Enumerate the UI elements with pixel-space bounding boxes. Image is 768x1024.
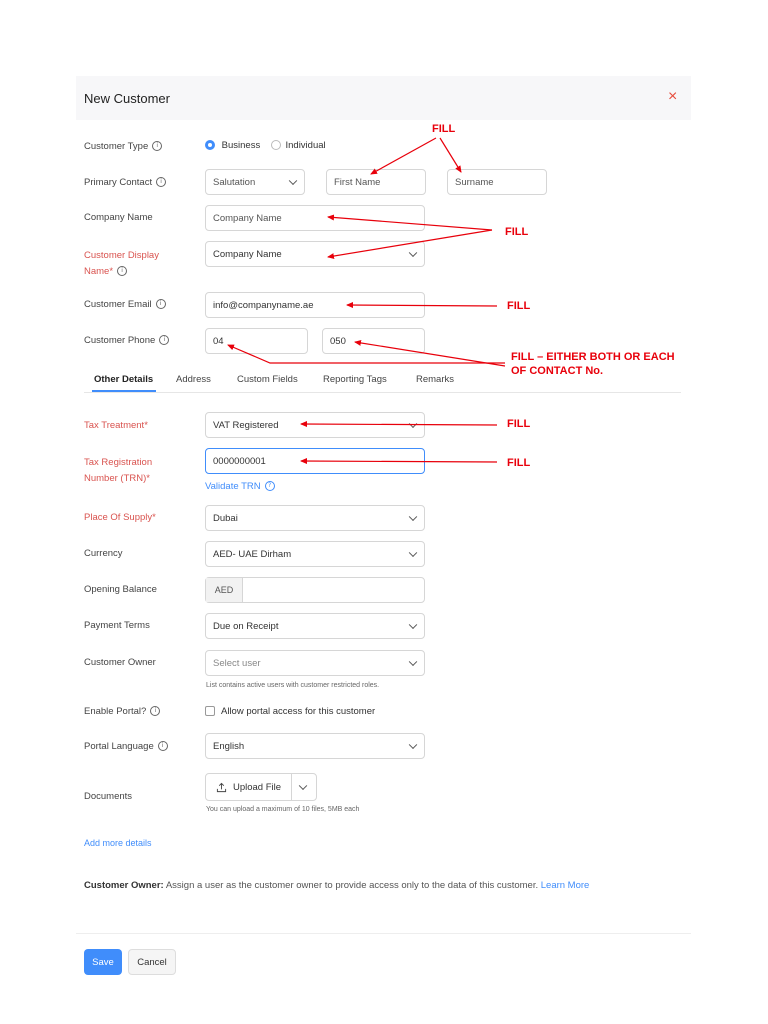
tax-treatment-label: Tax Treatment* bbox=[84, 420, 148, 431]
chevron-down-icon bbox=[289, 177, 297, 185]
first-name-input[interactable] bbox=[326, 169, 426, 195]
company-name-value: Company Name bbox=[213, 212, 282, 224]
annotation-fill-phone: FILL – EITHER BOTH OR EACH OF CONTACT No. bbox=[511, 351, 675, 377]
display-name-select[interactable] bbox=[205, 241, 425, 267]
place-of-supply-value: Dubai bbox=[213, 512, 238, 524]
radio-individual-label[interactable]: Individual bbox=[285, 140, 326, 151]
portal-access-label: Allow portal access for this customer bbox=[221, 706, 376, 717]
upload-file-label: Upload File bbox=[232, 781, 282, 793]
chevron-down-icon bbox=[409, 420, 417, 428]
currency-select[interactable] bbox=[205, 541, 425, 567]
customer-phone-label: Customer Phone i bbox=[84, 335, 169, 346]
documents-hint: You can upload a maximum of 10 files, 5MB each bbox=[206, 806, 360, 813]
save-button[interactable]: Save bbox=[84, 949, 122, 975]
tab-custom-fields[interactable]: Custom Fields bbox=[237, 374, 298, 385]
trn-value: 0000000001 bbox=[213, 455, 266, 467]
opening-balance-input[interactable] bbox=[205, 577, 425, 603]
trn-input[interactable] bbox=[205, 448, 425, 474]
modal-title: New Customer bbox=[84, 91, 170, 106]
footer-divider bbox=[76, 933, 691, 934]
mobile-phone-value: 050 bbox=[330, 335, 346, 347]
display-name-value: Company Name bbox=[213, 248, 282, 260]
place-of-supply-select[interactable] bbox=[205, 505, 425, 531]
annotation-fill-contact: FILL bbox=[432, 123, 456, 135]
payment-terms-value: Due on Receipt bbox=[213, 620, 279, 632]
surname-placeholder: Surname bbox=[455, 176, 494, 188]
chevron-down-icon bbox=[409, 741, 417, 749]
cancel-button[interactable]: Cancel bbox=[128, 949, 176, 975]
info-icon: i bbox=[156, 177, 166, 187]
display-name-label: Customer Display Name* i bbox=[84, 250, 159, 277]
documents-label: Documents bbox=[84, 791, 133, 802]
annotation-fill-trn: FILL bbox=[507, 457, 531, 469]
customer-owner-hint: List contains active users with customer restricted roles. bbox=[206, 682, 380, 689]
tabs-divider bbox=[84, 392, 681, 393]
customer-owner-select[interactable] bbox=[205, 650, 425, 676]
upload-file-button-group bbox=[205, 773, 317, 801]
customer-owner-placeholder: Select user bbox=[213, 657, 261, 669]
customer-type-radios bbox=[205, 140, 326, 151]
info-icon: i bbox=[152, 141, 162, 151]
payment-terms-select[interactable] bbox=[205, 613, 425, 639]
mobile-phone-input[interactable] bbox=[322, 328, 425, 354]
tab-reporting-tags[interactable]: Reporting Tags bbox=[323, 374, 387, 385]
tax-treatment-value: VAT Registered bbox=[213, 419, 279, 431]
annotation-fill-tax: FILL bbox=[507, 418, 531, 430]
validate-trn-link[interactable]: Validate TRN ? bbox=[205, 481, 275, 492]
upload-icon bbox=[216, 782, 227, 793]
note-title: Customer Owner: bbox=[84, 880, 164, 891]
portal-access-checkbox[interactable] bbox=[205, 706, 375, 717]
upload-options-dropdown[interactable] bbox=[292, 774, 316, 800]
opening-balance-label: Opening Balance bbox=[84, 584, 157, 595]
chevron-down-icon bbox=[409, 658, 417, 666]
chevron-down-icon bbox=[409, 549, 417, 557]
work-phone-input[interactable] bbox=[205, 328, 308, 354]
active-tab-indicator bbox=[92, 390, 156, 392]
info-icon: i bbox=[159, 335, 169, 345]
arrow-surname bbox=[440, 138, 461, 172]
customer-owner-note bbox=[84, 880, 589, 891]
customer-email-input[interactable] bbox=[205, 292, 425, 318]
upload-file-button[interactable] bbox=[206, 774, 292, 800]
customer-email-label: Customer Email i bbox=[84, 299, 166, 310]
note-text: Assign a user as the customer owner to provide access only to the data of this customer. bbox=[163, 880, 539, 891]
customer-owner-label: Customer Owner bbox=[84, 657, 156, 668]
chevron-down-icon bbox=[409, 249, 417, 257]
tax-treatment-select[interactable] bbox=[205, 412, 425, 438]
chevron-down-icon bbox=[409, 621, 417, 629]
portal-language-select[interactable] bbox=[205, 733, 425, 759]
salutation-value: Salutation bbox=[213, 176, 256, 188]
primary-contact-label: Primary Contact i bbox=[84, 177, 166, 188]
annotation-fill-email: FILL bbox=[507, 300, 531, 312]
checkbox[interactable] bbox=[205, 706, 215, 716]
trn-label: Tax Registration Number (TRN)* bbox=[84, 457, 153, 484]
first-name-placeholder: First Name bbox=[334, 176, 381, 188]
payment-terms-label: Payment Terms bbox=[84, 620, 150, 631]
info-icon: i bbox=[158, 741, 168, 751]
radio-individual[interactable] bbox=[271, 140, 281, 150]
chevron-down-icon bbox=[299, 782, 307, 790]
annotation-fill-company: FILL bbox=[505, 226, 529, 238]
info-icon: i bbox=[117, 266, 127, 276]
tab-remarks[interactable]: Remarks bbox=[416, 374, 455, 385]
learn-more-link[interactable]: Learn More bbox=[540, 880, 590, 891]
tab-address[interactable]: Address bbox=[176, 374, 211, 385]
currency-value: AED- UAE Dirham bbox=[213, 548, 292, 560]
place-of-supply-label: Place Of Supply* bbox=[84, 512, 156, 523]
salutation-select[interactable] bbox=[205, 169, 305, 195]
close-icon[interactable]: × bbox=[668, 88, 678, 105]
portal-language-value: English bbox=[213, 740, 245, 752]
customer-type-label: Customer Type i bbox=[84, 141, 162, 152]
currency-prefix: AED bbox=[206, 578, 243, 602]
add-more-details-link[interactable]: Add more details bbox=[84, 838, 152, 848]
tab-other-details[interactable]: Other Details bbox=[94, 374, 154, 385]
currency-label: Currency bbox=[84, 548, 123, 559]
radio-business-label[interactable]: Business bbox=[221, 140, 261, 151]
info-icon: i bbox=[156, 299, 166, 309]
chevron-down-icon bbox=[409, 513, 417, 521]
company-name-input[interactable] bbox=[205, 205, 425, 231]
work-phone-value: 04 bbox=[213, 335, 224, 347]
info-icon: i bbox=[150, 706, 160, 716]
enable-portal-label: Enable Portal? i bbox=[84, 706, 160, 717]
help-icon: ? bbox=[265, 481, 275, 491]
radio-business[interactable] bbox=[205, 140, 215, 150]
surname-input[interactable] bbox=[447, 169, 547, 195]
customer-email-value: info@companyname.ae bbox=[213, 299, 314, 311]
portal-language-label: Portal Language i bbox=[84, 741, 168, 752]
company-name-label: Company Name bbox=[84, 212, 153, 223]
